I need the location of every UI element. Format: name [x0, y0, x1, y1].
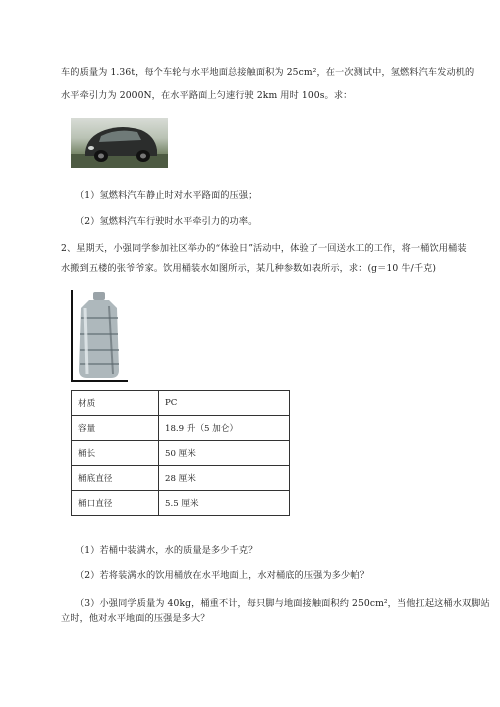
- bottle-parameters-table: [71, 390, 290, 516]
- table-row: [72, 391, 290, 416]
- table-row: [72, 441, 290, 466]
- problem2-question-3-line2: 立时，他对水平地面的压强是多大？: [61, 613, 210, 624]
- param-value: 18.9 升（5 加仑）: [159, 416, 290, 441]
- problem1-text-line1: 车的质量为 1.36t，每个车轮与水平地面总接触面积为 25cm²，在一次测试中，氢燃料汽车发动机的: [61, 67, 475, 78]
- problem1-text-line2: 水平牵引力为 2000N，在水平路面上匀速行驶 2km 用时 100s。求：: [61, 90, 353, 101]
- table-row: [72, 466, 290, 491]
- problem2-text-line2: 水搬到五楼的张爷爷家。饮用桶装水如图所示，某几种参数如表所示，求：(g＝10 牛/千克): [61, 263, 437, 274]
- param-key: 桶口直径: [72, 491, 159, 516]
- param-key: 材质: [72, 391, 159, 416]
- param-key: 桶长: [72, 441, 159, 466]
- param-key: 桶底直径: [72, 466, 159, 491]
- param-value: PC: [159, 391, 290, 416]
- problem1-question-1: （1）氢燃料汽车静止时对水平路面的压强；: [75, 190, 258, 201]
- param-value: 28 厘米: [159, 466, 290, 491]
- table-row: [72, 416, 290, 441]
- water-bottle-image: [71, 290, 128, 382]
- table-row: [72, 491, 290, 516]
- problem2-question-3-line1: （3）小强同学质量为 40kg，桶重不计，每只脚与地面接触面积约 250cm²，当他扛起这桶水双脚站: [75, 598, 490, 609]
- problem2-question-2: （2）若将装满水的饮用桶放在水平地面上，水对桶底的压强为多少帕？: [75, 570, 369, 581]
- param-key: 容量: [72, 416, 159, 441]
- problem2-question-1: （1）若桶中装满水，水的质量是多少千克？: [75, 545, 258, 556]
- param-value: 5.5 厘米: [159, 491, 290, 516]
- problem2-text-line1: 2、星期天，小强同学参加社区举办的“体验日”活动中，体验了一回送水工的工作，将一桶饮用桶装: [61, 243, 467, 254]
- problem1-question-2: （2）氢燃料汽车行驶时水平牵引力的功率。: [75, 216, 258, 227]
- param-value: 50 厘米: [159, 441, 290, 466]
- hydrogen-car-image: [71, 118, 168, 168]
